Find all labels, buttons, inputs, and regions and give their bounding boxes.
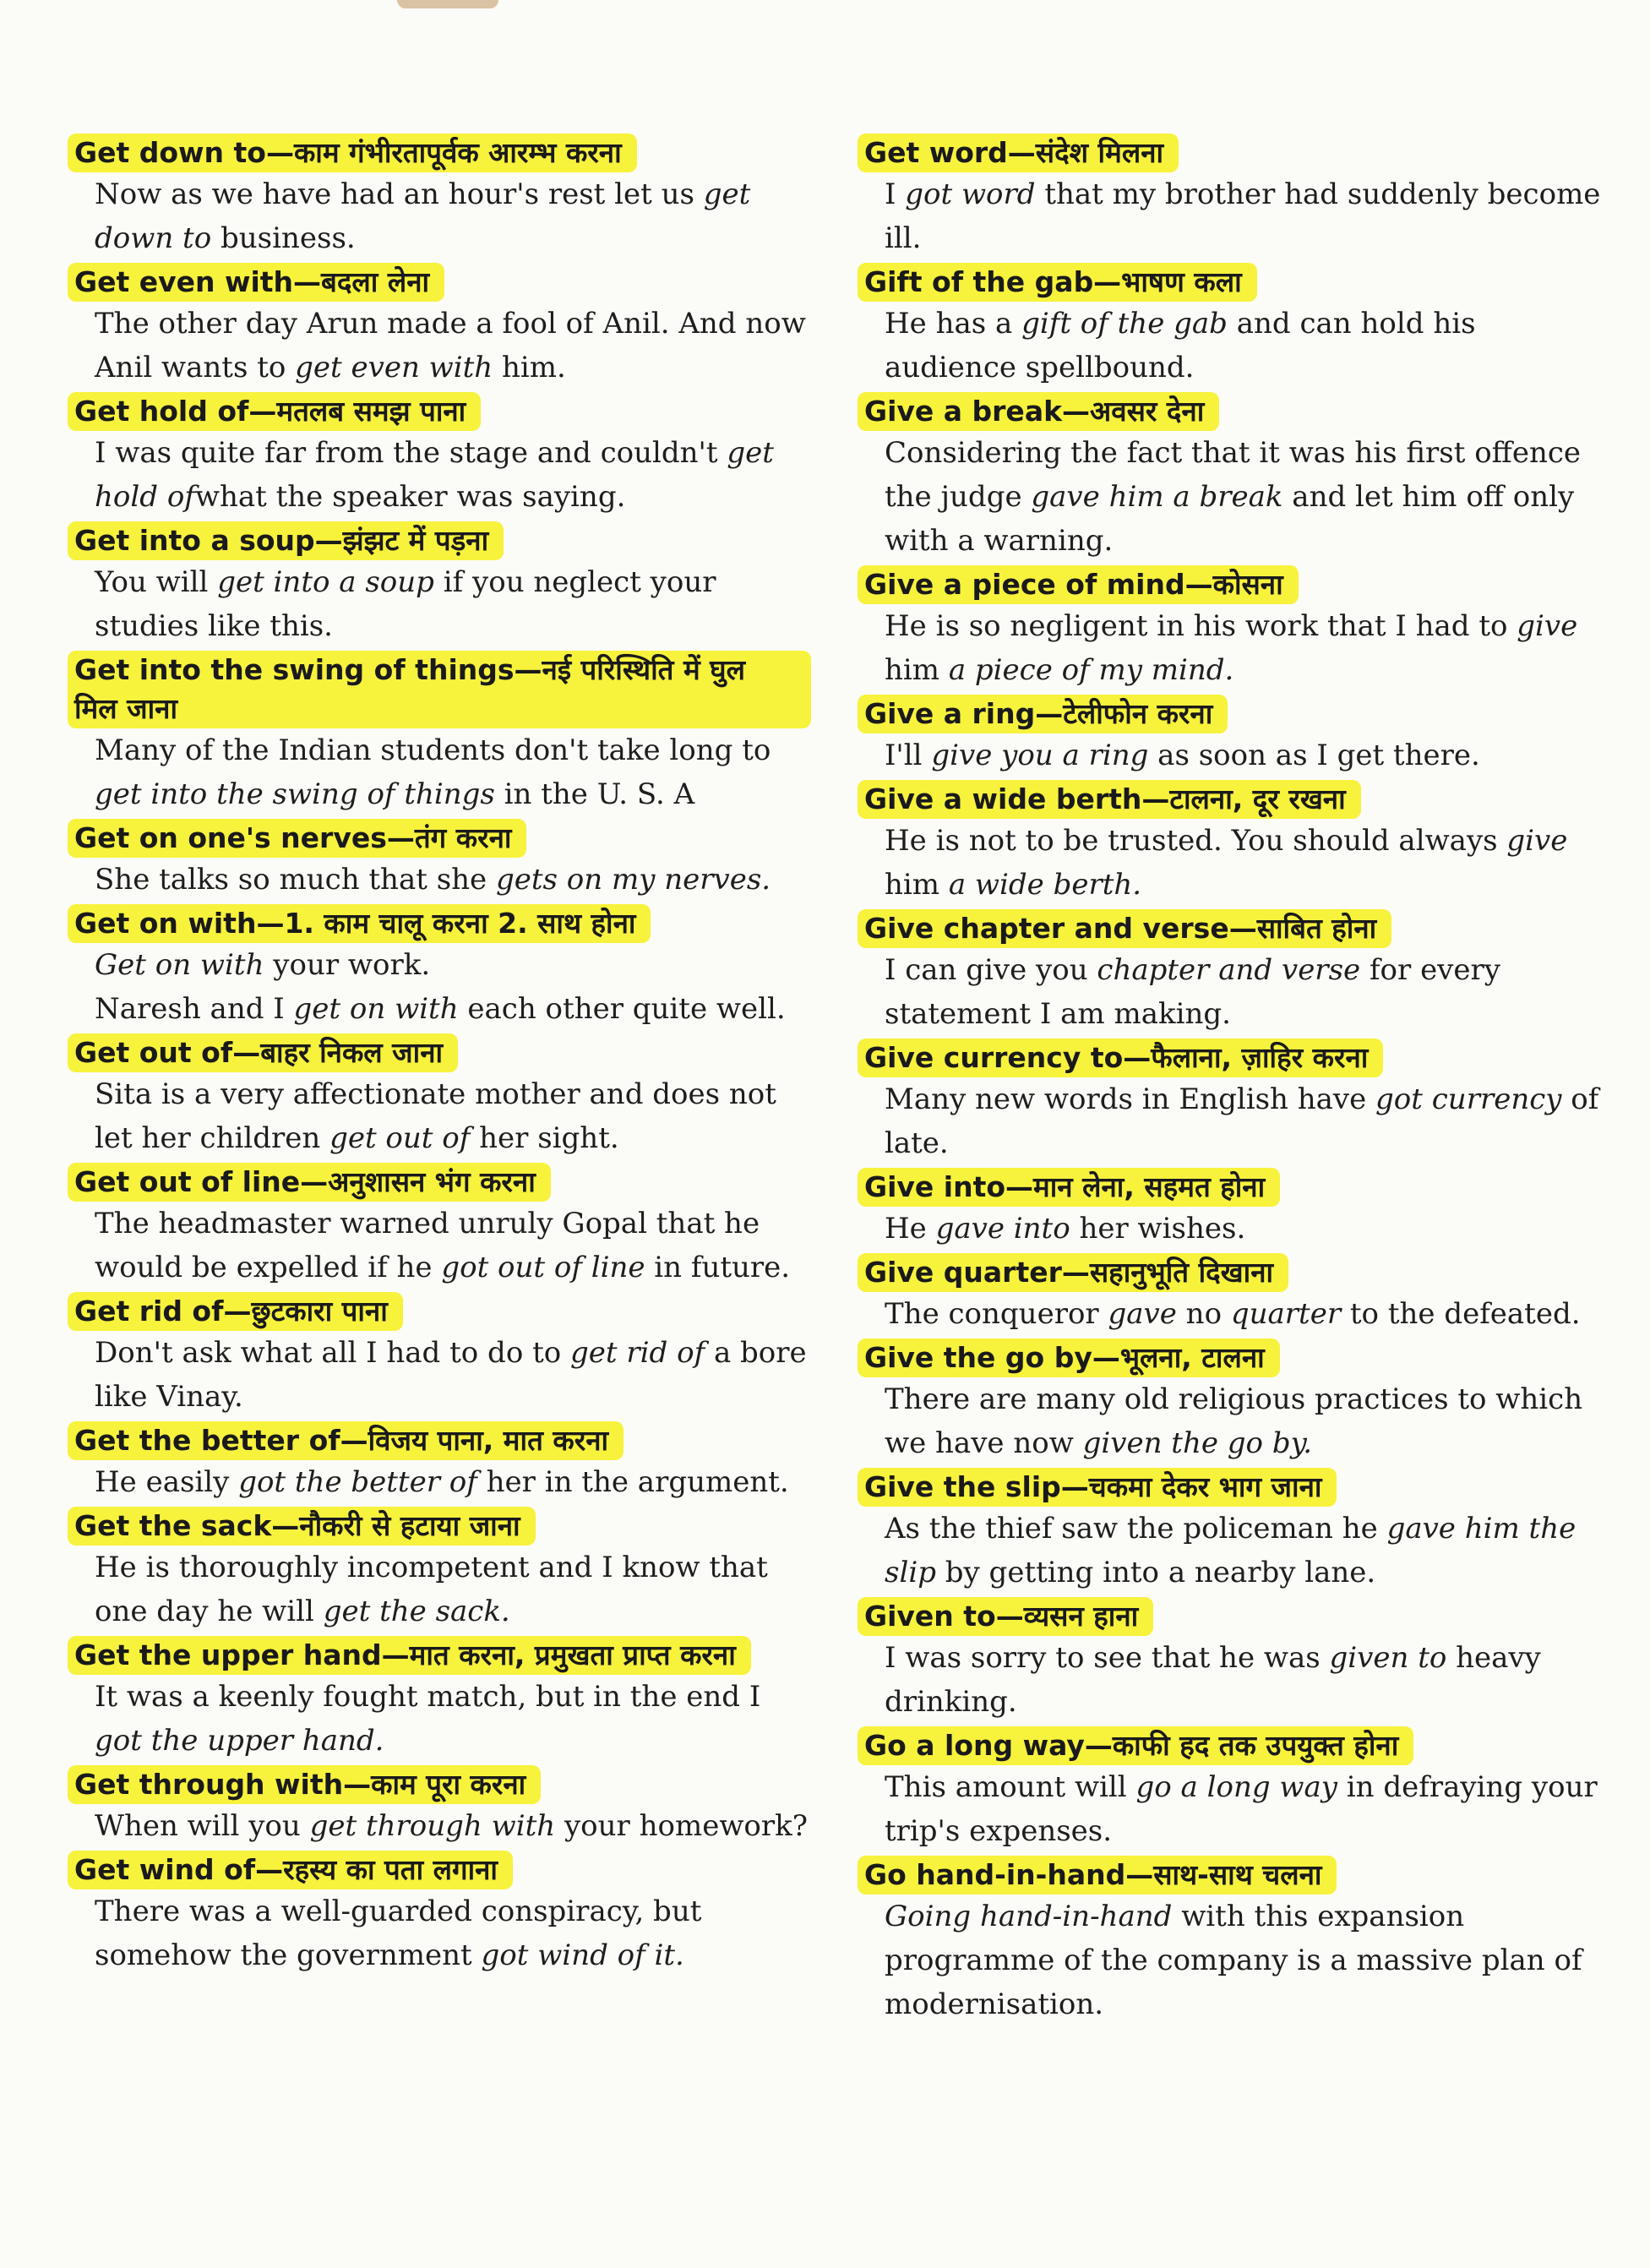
left-column [68,134,811,1980]
sentence-text: heavy drinking. [885,1641,1541,1719]
sentence-text: Many of the Indian students don't take long to [95,733,771,767]
example-sentence [858,604,1601,692]
idiom-usage-italic: give you a ring [931,739,1149,772]
idiom-usage-italic: got word [905,177,1036,211]
idiom-entry [858,780,1601,907]
idiom-entry [858,1168,1601,1251]
sentence-text: It was a keenly fought match, but in the end I [95,1680,761,1714]
idiom-heading-highlighted: Get rid of—छुटकारा पाना [68,1292,403,1331]
idiom-entry [68,904,811,1031]
sentence-text: your homework? [555,1809,808,1843]
example-sentence [858,1507,1601,1595]
idiom-usage-italic: given to [1329,1641,1447,1675]
example-sentence [68,987,811,1031]
idiom-heading-highlighted: Get on with—1. काम चालू करना 2. साथ होना [68,904,651,943]
idiom-heading-highlighted: Give a break—अवसर देना [858,392,1219,431]
sentence-text: Don't ask what all I had to do to [95,1336,571,1370]
sentence-text: He easily [95,1465,239,1499]
idiom-usage-italic: got out of line [441,1251,645,1284]
example-sentence [68,172,811,260]
idiom-heading-highlighted: Get into the swing of things—नई परिस्थिति में घुल मिल जाना [68,651,811,728]
example-sentence [858,1765,1601,1853]
idiom-entry [68,392,811,519]
idiom-usage-italic: quarter [1230,1297,1342,1331]
example-sentence [68,560,811,648]
example-sentence [858,733,1601,777]
sentence-text: The other day Arun made a fool of Anil. And now Anil wants to [95,307,806,384]
sentence-text: I was quite far from the stage and couldn't [95,436,727,470]
idiom-entry [858,134,1601,260]
idiom-heading-highlighted: Go hand-in-hand—साथ-साथ चलना [858,1856,1337,1895]
idiom-usage-italic: get rid of [570,1336,705,1370]
example-sentence [68,1072,811,1160]
idiom-usage-italic: get on with [293,992,459,1026]
idiom-entry [858,565,1601,692]
idiom-usage-italic: a piece of my mind. [948,653,1234,687]
page-top-fragment [397,0,498,8]
sentence-text: I can give you [885,953,1097,987]
sentence-text: in future. [645,1251,791,1284]
idiom-usage-italic: give [1506,824,1568,858]
idiom-heading-highlighted: Get wind of—रहस्य का पता लगाना [68,1851,513,1889]
idiom-usage-italic: get even with [295,351,493,384]
sentence-text: no [1176,1297,1231,1331]
idiom-heading-highlighted: Get the better of—विजय पाना, मात करना [68,1421,624,1460]
idiom-usage-italic: get into the swing of things [95,777,495,811]
sentence-text: Considering the fact that it was his first offence the judge [885,436,1582,514]
sentence-text: what the speaker was saying. [194,480,626,514]
idiom-usage-italic: go a long way [1135,1770,1337,1804]
idiom-entry [68,1507,811,1633]
example-sentence [858,1895,1601,2026]
sentence-text: Many new words in English have [885,1082,1376,1116]
idiom-heading-highlighted: Given to—व्यसन हाना [858,1597,1153,1636]
idiom-heading-highlighted: Get the upper hand—मात करना, प्रमुखता प्राप्त करना [68,1636,751,1675]
idiom-heading-highlighted: Get out of line—अनुशासन भंग करना [68,1163,551,1202]
idiom-usage-italic: gave [1108,1297,1177,1331]
idiom-heading-highlighted: Give currency to—फैलाना, ज़ाहिर करना [858,1039,1383,1077]
idiom-entry [68,1163,811,1289]
sentence-text: by getting into a nearby lane. [935,1556,1376,1589]
example-sentence [68,302,811,390]
example-sentence [68,1889,811,1977]
sentence-text: He has a [885,307,1022,341]
sentence-text: of late. [885,1082,1599,1160]
example-sentence [858,1636,1601,1724]
idiom-entry [858,1856,1601,2026]
sentence-text: He is thoroughly incompetent and I know that one day he will [95,1551,768,1628]
sentence-text: a bore like Vinay. [95,1336,807,1414]
idiom-usage-italic: give [1517,609,1578,643]
idiom-heading-highlighted: Get out of—बाहर निकल जाना [68,1033,458,1072]
example-sentence [858,819,1601,907]
idiom-entry [68,263,811,390]
sentence-text: in the U. S. A [494,777,695,811]
idiom-usage-italic: got the upper hand. [95,1724,384,1758]
idiom-entry [68,1851,811,1977]
sentence-text: You will [95,565,218,599]
idiom-usage-italic: get through with [309,1809,556,1843]
idiom-entry [858,1726,1601,1853]
idiom-usage-italic: get down to [95,177,751,255]
idiom-usage-italic: gave into [935,1212,1070,1246]
idiom-heading-highlighted: Give the go by—भूलना, टालना [858,1338,1280,1377]
idiom-usage-italic: gave him the slip [885,1512,1576,1589]
sentence-text: Sita is a very affectionate mother and does not let her children [95,1077,776,1155]
example-sentence [858,172,1601,260]
idiom-entry [858,392,1601,563]
idiom-entry [858,1039,1601,1165]
idiom-usage-italic: get into a soup [217,565,434,599]
sentence-text: for every statement I am making. [885,953,1500,1031]
idiom-usage-italic: got wind of it. [481,1938,684,1972]
sentence-text: each other quite well. [458,992,786,1026]
example-sentence [68,1460,811,1504]
sentence-text: He is so negligent in his work that I had to [885,609,1517,643]
idiom-heading-highlighted: Give the slip—चकमा देकर भाग जाना [858,1468,1337,1507]
idiom-entry [68,1636,811,1763]
idiom-entry [858,909,1601,1036]
idiom-heading-highlighted: Give a wide berth—टालना, दूर रखना [858,780,1361,819]
example-sentence [858,431,1601,563]
example-sentence [858,1377,1601,1465]
idiom-usage-italic: got the better of [238,1465,477,1499]
sentence-text: This amount will [885,1770,1136,1804]
idiom-entry [68,1033,811,1160]
sentence-text: if you neglect your studies like this. [95,565,716,643]
idiom-usage-italic: a wide berth. [948,868,1142,902]
idiom-entry [68,819,811,902]
idiom-usage-italic: Get on with [95,948,264,982]
idiom-usage-italic: chapter and verse [1097,953,1361,987]
sentence-text: with this expansion programme of the company is a massive plan of modernisation. [885,1900,1582,2021]
idiom-entry [68,134,811,260]
sentence-text: There was a well-guarded conspiracy, but somehow the government [95,1895,702,1972]
idiom-heading-highlighted: Give chapter and verse—साबित होना [858,909,1391,948]
sentence-text: I was sorry to see that he was [885,1641,1330,1675]
example-sentence [858,948,1601,1036]
idiom-heading-highlighted: Get on one's nerves—तंग करना [68,819,526,858]
idiom-entry [858,263,1601,390]
sentence-text: to the defeated. [1341,1297,1581,1331]
sentence-text: business. [211,221,356,255]
example-sentence [68,943,811,987]
idiom-entry [68,1292,811,1419]
idiom-heading-highlighted: Give a piece of mind—कोसना [858,565,1299,604]
idiom-heading-highlighted: Give a ring—टेलीफोन करना [858,695,1228,733]
idiom-usage-italic: get the sack. [323,1595,510,1628]
example-sentence [68,1675,811,1763]
sentence-text: She talks so much that she [95,863,496,897]
example-sentence [68,431,811,519]
sentence-text: When will you [95,1809,310,1843]
example-sentence [68,1804,811,1848]
sentence-text: Naresh and I [95,992,294,1026]
idiom-heading-highlighted: Get word—संदेश मिलना [858,134,1179,172]
idiom-entry [858,1253,1601,1336]
sentence-text: and can hold his audience spellbound. [885,307,1476,384]
sentence-text: her wishes. [1070,1212,1246,1246]
idiom-heading-highlighted: Gift of the gab—भाषण कला [858,263,1257,302]
sentence-text: Now as we have had an hour's rest let us [95,177,704,211]
sentence-text: him [885,868,949,902]
sentence-text: There are many old religious practices to which we have now [885,1382,1583,1460]
right-column [858,134,1601,2029]
idiom-heading-highlighted: Go a long way—काफी हद तक उपयुक्त होना [858,1726,1413,1765]
idiom-entry [68,1421,811,1504]
idiom-entry [858,695,1601,777]
idiom-entry [68,521,811,648]
idiom-usage-italic: got currency [1375,1082,1562,1116]
idiom-entry [858,1468,1601,1595]
sentence-text: her in the argument. [476,1465,789,1499]
sentence-text: The headmaster warned unruly Gopal that he would be expelled if he [95,1207,760,1284]
idiom-heading-highlighted: Give quarter—सहानुभूति दिखाना [858,1253,1288,1292]
idiom-heading-highlighted: Give into—मान लेना, सहमत होना [858,1168,1280,1207]
sentence-text: your work. [264,948,431,982]
idiom-heading-highlighted: Get into a soup—झंझट में पड़ना [68,521,504,560]
sentence-text: him [885,653,949,687]
sentence-text: He [885,1212,936,1246]
example-sentence [858,302,1601,390]
example-sentence [68,1546,811,1633]
idiom-usage-italic: get out of [329,1121,471,1155]
sentence-text: As the thief saw the policeman he [885,1512,1387,1546]
idiom-heading-highlighted: Get down to—काम गंभीरतापूर्वक आरम्भ करना [68,134,637,172]
sentence-text: in defraying your trip's expenses. [885,1770,1598,1848]
example-sentence [68,858,811,902]
sentence-text: I'll [885,739,932,772]
sentence-text: He is not to be trusted. You should always [885,824,1507,858]
example-sentence [858,1077,1601,1165]
idiom-entry [858,1338,1601,1465]
sentence-text: The conqueror [885,1297,1108,1331]
example-sentence [68,1331,811,1419]
idiom-heading-highlighted: Get even with—बदला लेना [68,263,444,302]
example-sentence [858,1207,1601,1251]
sentence-text: him. [493,351,566,384]
idiom-entry [68,651,811,816]
sentence-text: I [885,177,906,211]
idiom-heading-highlighted: Get the sack—नौकरी से हटाया जाना [68,1507,536,1546]
idiom-entry [858,1597,1601,1724]
example-sentence [68,728,811,816]
idiom-heading-highlighted: Get hold of—मतलब समझ पाना [68,392,481,431]
sentence-text: as soon as I get there. [1148,739,1480,772]
idiom-usage-italic: Going hand-in-hand [885,1900,1173,1933]
idiom-usage-italic: get hold of [95,436,774,514]
idiom-usage-italic: given the go by. [1082,1426,1313,1460]
idiom-usage-italic: gift of the gab [1021,307,1228,341]
sentence-text: her sight. [470,1121,619,1155]
sentence-text: that my brother had suddenly become ill. [885,177,1601,255]
example-sentence [68,1202,811,1289]
idiom-usage-italic: gave him a break [1031,480,1283,514]
idiom-entry [68,1765,811,1848]
sentence-text: and let him off only with a warning. [885,480,1575,558]
idiom-usage-italic: gets on my nerves. [495,863,771,897]
idiom-heading-highlighted: Get through with—काम पूरा करना [68,1765,541,1804]
example-sentence [858,1292,1601,1336]
